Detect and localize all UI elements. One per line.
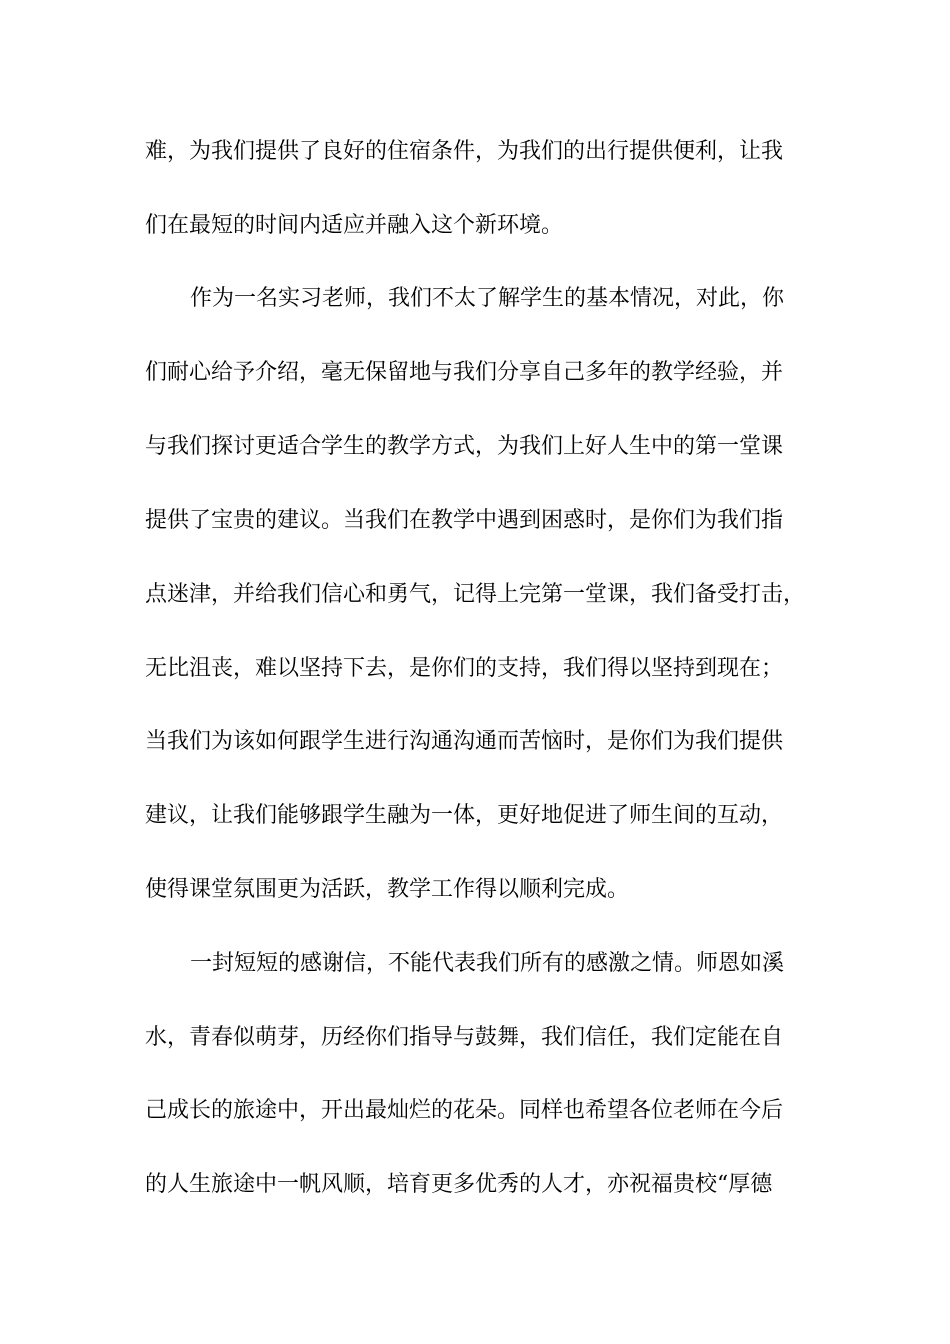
text-line: 使得课堂氛围更为活跃，教学工作得以顺利完成。 [145, 877, 630, 902]
text-line: 与我们探讨更适合学生的教学方式，为我们上好人生中的第一堂课 [145, 434, 784, 459]
text-line: 的人生旅途中一帆风顺，培育更多优秀的人才，亦祝福贵校“厚德 [145, 1172, 773, 1197]
paragraph-start-line: 一封短短的感谢信，不能代表我们所有的感激之情。师恩如溪 [190, 951, 785, 976]
text-line: 水，青春似萌芽，历经你们指导与鼓舞，我们信任，我们定能在自 [145, 1025, 784, 1050]
text-line: 点迷津，并给我们信心和勇气，记得上完第一堂课，我们备受打击， [145, 582, 806, 607]
text-line: 提供了宝贵的建议。当我们在教学中遇到困惑时，是你们为我们指 [145, 508, 784, 533]
text-line: 己成长的旅途中，开出最灿烂的花朵。同样也希望各位老师在今后 [145, 1098, 784, 1123]
text-line: 们在最短的时间内适应并融入这个新环境。 [145, 213, 564, 238]
paragraph-start-line: 作为一名实习老师，我们不太了解学生的基本情况，对此，你 [190, 286, 785, 311]
text-line: 难，为我们提供了良好的住宿条件，为我们的出行提供便利，让我 [145, 139, 784, 164]
text-line: 无比沮丧，难以坚持下去，是你们的支持，我们得以坚持到现在； [145, 656, 784, 681]
text-line: 建议，让我们能够跟学生融为一体，更好地促进了师生间的互动， [145, 803, 784, 828]
text-line: 当我们为该如何跟学生进行沟通沟通而苦恼时，是你们为我们提供 [145, 729, 784, 754]
text-line: 们耐心给予介绍，毫无保留地与我们分享自己多年的教学经验，并 [145, 360, 784, 385]
